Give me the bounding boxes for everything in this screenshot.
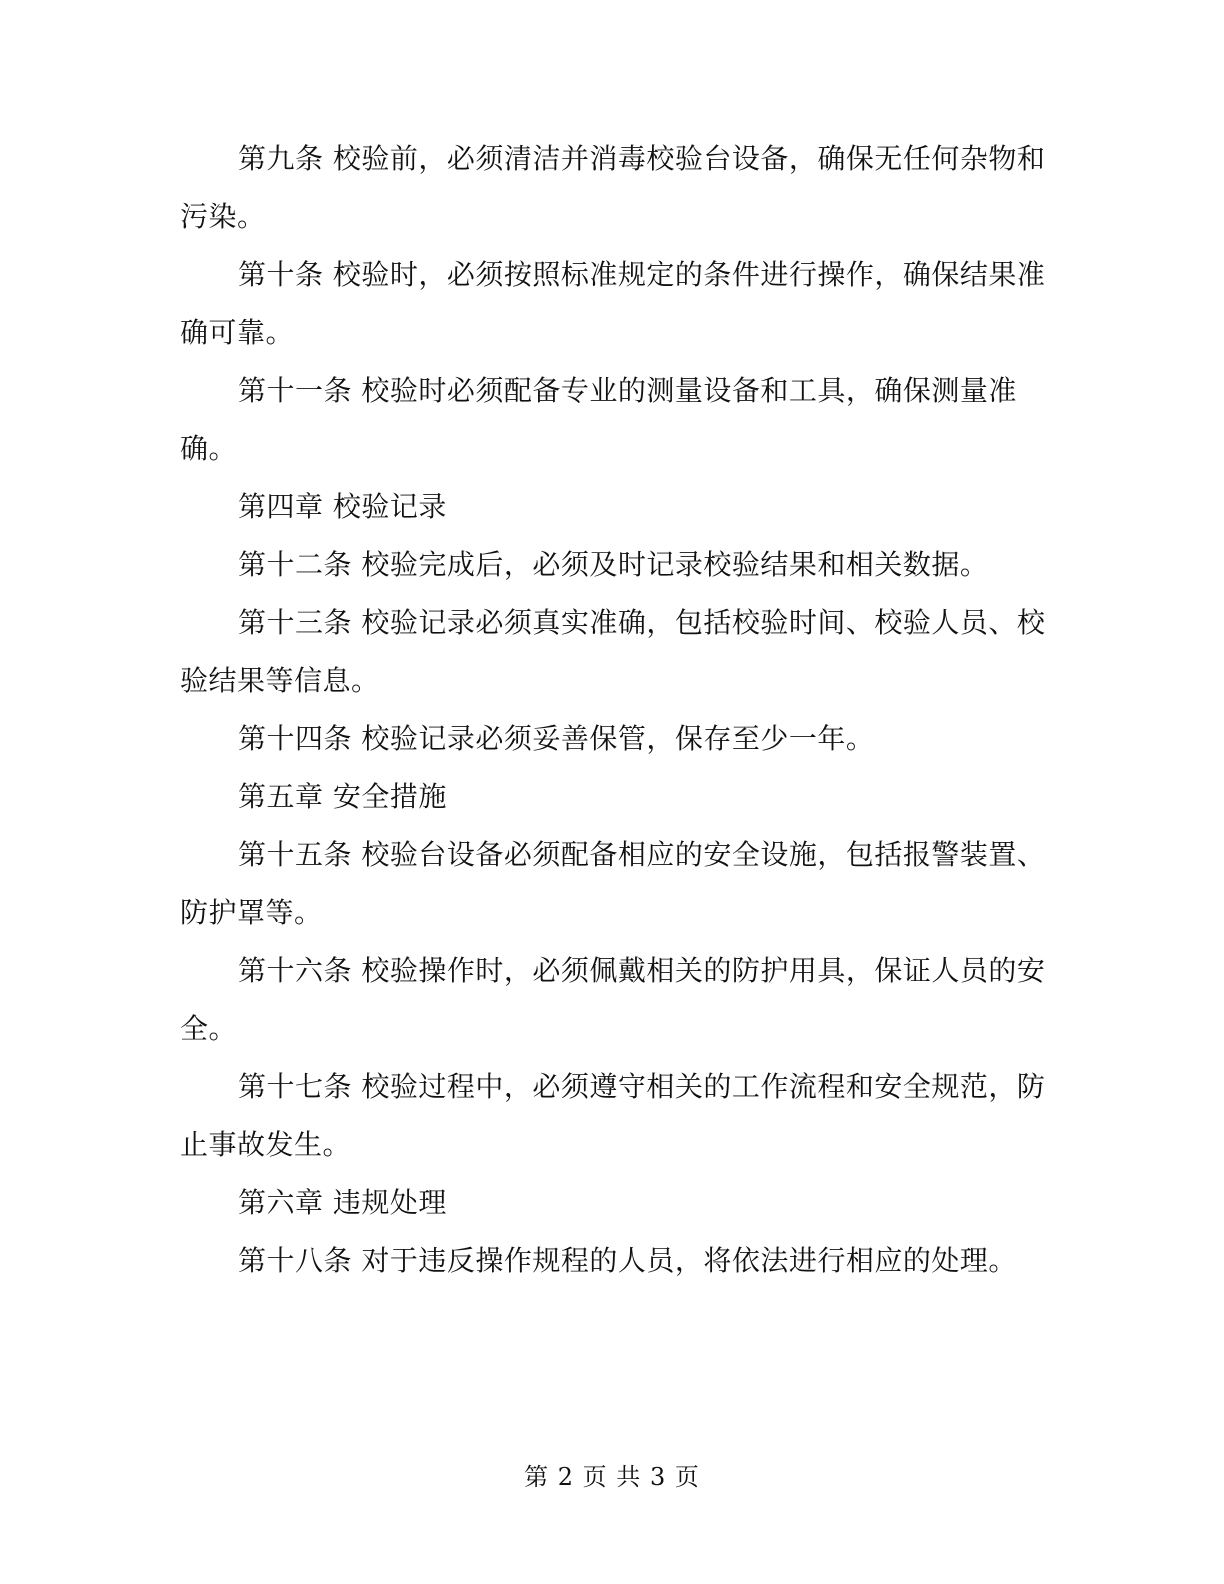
article-9: 第九条 校验前，必须清洁并消毒校验台设备，确保无任何杂物和污染。	[180, 142, 1046, 233]
article-17: 第十七条 校验过程中，必须遵守相关的工作流程和安全规范，防止事故发生。	[180, 1070, 1046, 1161]
article-12: 第十二条 校验完成后，必须及时记录校验结果和相关数据。	[238, 548, 989, 581]
document-body	[180, 130, 1060, 1290]
article-16: 第十六条 校验操作时，必须佩戴相关的防护用具，保证人员的安全。	[180, 954, 1046, 1045]
chapter-4-heading: 第四章 校验记录	[238, 490, 447, 523]
article-14: 第十四条 校验记录必须妥善保管，保存至少一年。	[238, 722, 875, 755]
article-13: 第十三条 校验记录必须真实准确，包括校验时间、校验人员、校验结果等信息。	[180, 606, 1046, 697]
article-10: 第十条 校验时，必须按照标准规定的条件进行操作，确保结果准确可靠。	[180, 258, 1046, 349]
chapter-5-heading: 第五章 安全措施	[238, 780, 447, 813]
chapter-6-heading: 第六章 违规处理	[238, 1186, 447, 1219]
article-15: 第十五条 校验台设备必须配备相应的安全设施，包括报警装置、防护罩等。	[180, 838, 1046, 929]
article-18: 第十八条 对于违反操作规程的人员，将依法进行相应的处理。	[238, 1244, 1017, 1277]
page-number-footer: 第 2 页 共 3 页	[524, 1463, 700, 1491]
article-11: 第十一条 校验时必须配备专业的测量设备和工具，确保测量准确。	[180, 374, 1017, 465]
